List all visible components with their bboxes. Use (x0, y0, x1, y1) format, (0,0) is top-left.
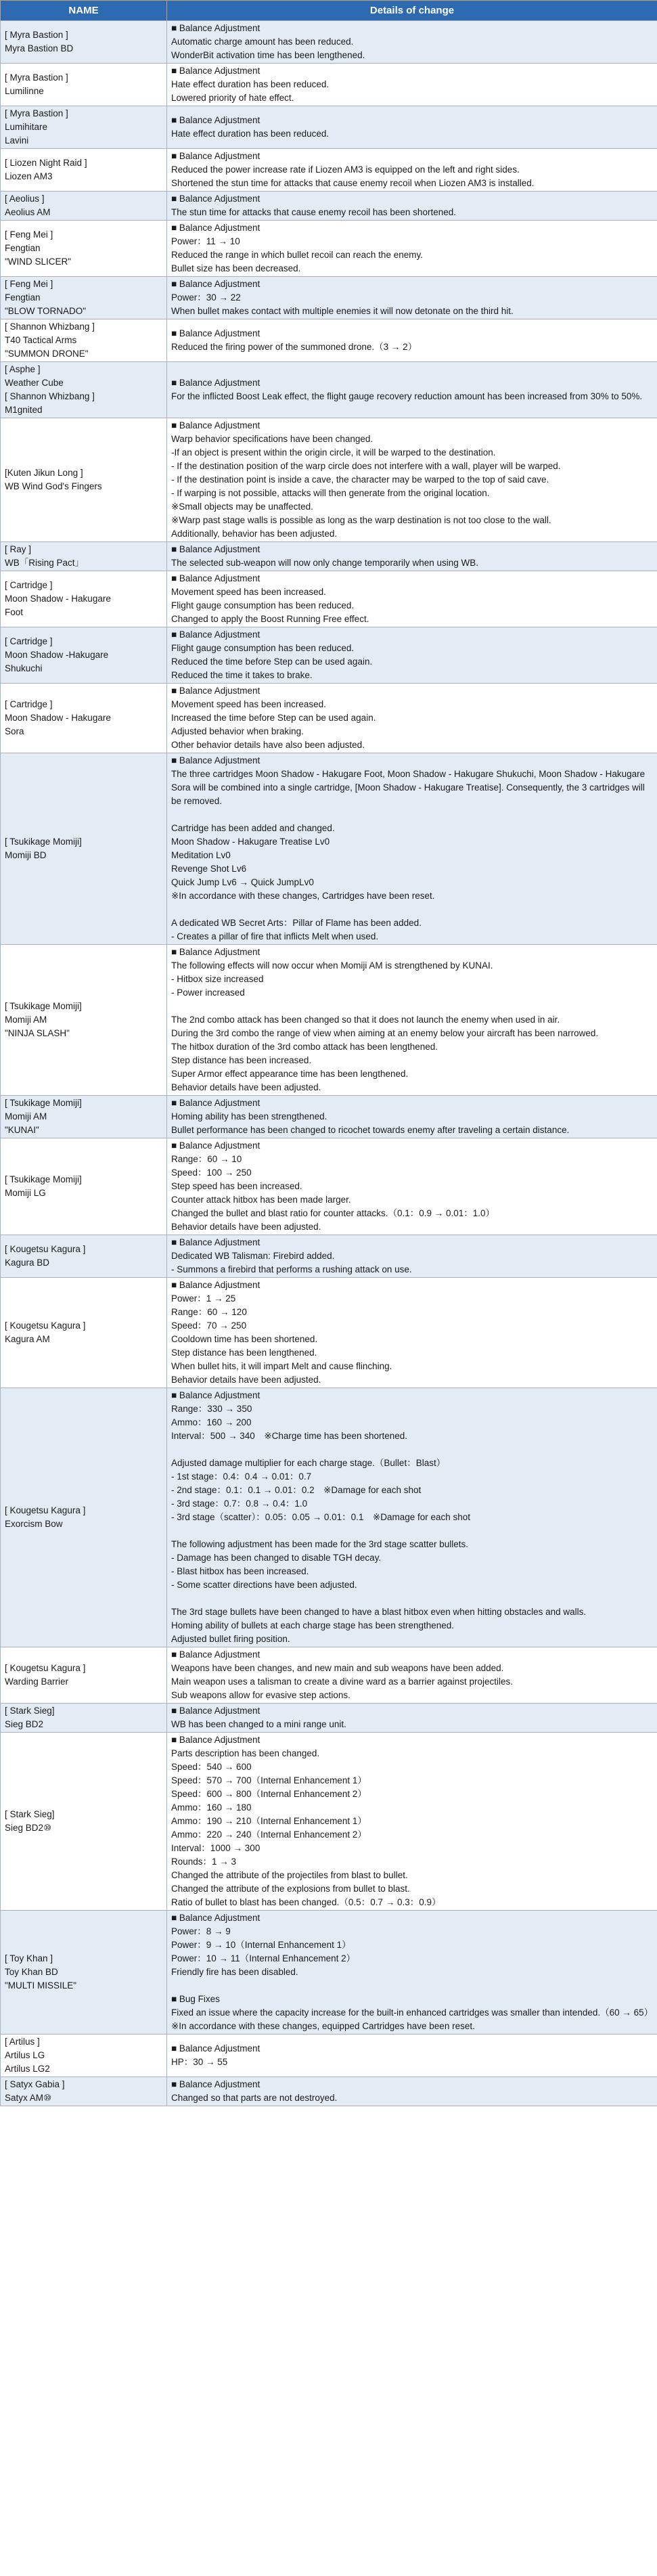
item-name-cell (1, 1096, 167, 1138)
change-detail-line: Super Armor effect appearance time has been lengthened. (171, 1069, 409, 1079)
item-name-cell (1, 418, 167, 542)
change-detail-line: ■ Balance Adjustment (171, 1390, 260, 1400)
change-detail-line: ※Small objects may be unaffected. (171, 502, 313, 512)
table-row (1, 1911, 657, 2035)
change-detail-line: Meditation Lv0 (171, 850, 231, 860)
change-details-cell (167, 418, 657, 542)
change-details-cell (167, 1911, 657, 2035)
change-detail-line: A dedicated WB Secret Arts：Pillar of Flame has been added. (171, 918, 422, 928)
change-detail-line: ■ Balance Adjustment (171, 378, 260, 388)
change-detail-line: Bullet size has been decreased. (171, 263, 301, 273)
item-name-line: [ Satyx Gabia ] (5, 2079, 65, 2089)
table-row (1, 753, 657, 945)
change-detail-line: ■ Balance Adjustment (171, 1649, 260, 1660)
item-name-line: Momiji AM (5, 1015, 47, 1025)
change-details-cell (167, 1647, 657, 1704)
change-detail-line: Reduced the firing power of the summoned drone.（3 → 2） (171, 342, 417, 352)
item-name-line: [ Tsukikage Momiji] (5, 1098, 82, 1108)
change-detail-line: Speed：570 → 700（Internal Enhancement 1） (171, 1775, 367, 1785)
item-name-line: [ Feng Mei ] (5, 229, 53, 240)
table-row (1, 945, 657, 1096)
change-detail-line: ■ Balance Adjustment (171, 755, 260, 765)
item-name-line: Satyx AM⑩ (5, 2093, 52, 2103)
table-row (1, 2077, 657, 2106)
item-name-line: Sieg BD2 (5, 1719, 44, 1729)
change-detail-line: ■ Balance Adjustment (171, 573, 260, 583)
change-detail-line: Reduced the time it takes to brake. (171, 670, 313, 680)
item-name-line: "SUMMON DRONE" (5, 349, 89, 359)
item-name-line: Toy Khan BD (5, 1967, 58, 1977)
table-row (1, 106, 657, 149)
change-detail-line: Homing ability has been strengthened. (171, 1111, 327, 1122)
item-name-cell (1, 106, 167, 149)
change-detail-line: Ammo：160 → 180 (171, 1802, 252, 1813)
item-name-line: Shukuchi (5, 663, 43, 673)
change-detail-line: ■ Balance Adjustment (171, 1280, 260, 1290)
change-details-cell (167, 571, 657, 627)
change-detail-line: Increased the time before Step can be used again. (171, 713, 376, 723)
item-name-cell (1, 1733, 167, 1911)
item-name-line: [ Toy Khan ] (5, 1953, 53, 1963)
change-details-cell (167, 64, 657, 106)
change-detail-line: Hate effect duration has been reduced. (171, 129, 330, 139)
item-name-line: "NINJA SLASH" (5, 1028, 70, 1038)
change-detail-line: Friendly fire has been disabled. (171, 1967, 298, 1977)
name-column-header: NAME (1, 1, 167, 21)
item-name-line: Fengtian (5, 292, 41, 303)
change-detail-line: - 3rd stage（scatter）：0.05：0.05 → 0.01：0.1 ※Damage for each shot (171, 1512, 471, 1522)
change-detail-line: - Power increased (171, 987, 245, 998)
item-name-line: Moon Shadow - Hakugare (5, 594, 111, 604)
table-row (1, 1096, 657, 1138)
change-detail-line: Movement speed has been increased. (171, 587, 326, 597)
item-name-cell (1, 192, 167, 221)
change-details-cell (167, 106, 657, 149)
table-row (1, 1647, 657, 1704)
change-detail-line (171, 1592, 653, 1605)
item-name-line: [Kuten Jikun Long ] (5, 468, 83, 478)
change-detail-line: Warp behavior specifications have been changed. (171, 434, 373, 444)
table-row (1, 571, 657, 627)
change-detail-line: Interval：1000 → 300 (171, 1843, 260, 1853)
item-name-line: [ Ray ] (5, 544, 32, 554)
change-detail-line: Hate effect duration has been reduced. (171, 79, 330, 89)
change-detail-line: Cooldown time has been shortened. (171, 1334, 318, 1344)
item-name-line: Foot (5, 607, 24, 617)
item-name-line: WB Wind God's Fingers (5, 481, 102, 491)
change-detail-line: ■ Balance Adjustment (171, 420, 260, 430)
change-detail-line: When bullet makes contact with multiple enemies it will now detonate on the third hit. (171, 306, 514, 316)
table-row (1, 192, 657, 221)
item-name-cell (1, 319, 167, 362)
change-detail-line: ■ Balance Adjustment (171, 1140, 260, 1151)
item-name-line: Moon Shadow - Hakugare (5, 713, 111, 723)
change-detail-line: Speed：100 → 250 (171, 1168, 252, 1178)
table-row (1, 1278, 657, 1388)
item-name-cell (1, 627, 167, 684)
change-details-cell (167, 753, 657, 945)
change-detail-line: ■ Balance Adjustment (171, 629, 260, 640)
change-detail-line: Additionally, behavior has been adjusted. (171, 529, 338, 539)
change-detail-line: ■ Balance Adjustment (171, 151, 260, 161)
item-name-line: Liozen AM3 (5, 171, 53, 181)
change-detail-line: The three cartridges Moon Shadow - Hakugare Foot, Moon Shadow - Hakugare Shukuchi, Moon Shadow - Hakugare Sora will be combined into a single cartridge, [Moon Shadow - Hakugare Treatise]. Consequently, the 3 cartridges will be removed. (171, 769, 648, 806)
item-name-line: "KUNAI" (5, 1125, 39, 1135)
change-detail-line: ■ Balance Adjustment (171, 686, 260, 696)
change-details-cell (167, 2077, 657, 2106)
change-details-cell (167, 149, 657, 192)
change-details-cell (167, 1278, 657, 1388)
change-details-cell (167, 1096, 657, 1138)
change-details-cell (167, 1388, 657, 1647)
item-name-line: [ Stark Sieg] (5, 1809, 55, 1819)
change-detail-line: ■ Bug Fixes (171, 1994, 220, 2004)
item-name-line: Weather Cube (5, 378, 64, 388)
change-detail-line: - Blast hitbox has been increased. (171, 1566, 309, 1576)
change-detail-line: - Damage has been changed to disable TGH decay. (171, 1553, 382, 1563)
item-name-cell (1, 221, 167, 277)
change-detail-line: ■ Balance Adjustment (171, 2043, 260, 2053)
change-detail-line (171, 903, 653, 916)
change-details-cell (167, 1235, 657, 1278)
item-name-cell (1, 684, 167, 753)
table-header-row (1, 1, 657, 21)
item-name-line: Lumilinne (5, 86, 44, 96)
item-name-line: Momiji BD (5, 850, 47, 860)
item-name-cell (1, 945, 167, 1096)
item-name-line: "MULTI MISSILE" (5, 1980, 77, 1991)
change-detail-line: Fixed an issue where the capacity increase for the built-in enhanced cartridges was smaller than intended.（60 → 65） (171, 2007, 654, 2018)
change-detail-line (171, 808, 653, 822)
change-details-cell (167, 684, 657, 753)
change-detail-line: Speed：70 → 250 (171, 1320, 247, 1331)
item-name-line: [ Shannon Whizbang ] (5, 321, 95, 332)
change-detail-line: Automatic charge amount has been reduced. (171, 37, 354, 47)
change-detail-line: The 2nd combo attack has been changed so that it does not launch the enemy when used in air. (171, 1015, 560, 1025)
change-detail-line: Speed：540 → 600 (171, 1762, 252, 1772)
change-detail-line: WonderBit activation time has been lengthened. (171, 50, 365, 60)
change-detail-line: Range：330 → 350 (171, 1404, 252, 1414)
table-row (1, 277, 657, 319)
change-detail-line: Flight gauge consumption has been reduced. (171, 643, 355, 653)
change-detail-line: For the inflicted Boost Leak effect, the flight gauge recovery reduction amount has been increased from 30% to 50%. (171, 391, 643, 401)
change-detail-line: Bullet performance has been changed to ricochet towards enemy after traveling a certain distance. (171, 1125, 570, 1135)
change-detail-line: Ammo：160 → 200 (171, 1417, 252, 1427)
item-name-cell (1, 362, 167, 418)
item-name-line: M1gnited (5, 405, 43, 415)
item-name-line: [ Tsukikage Momiji] (5, 837, 82, 847)
table-row (1, 627, 657, 684)
change-detail-line: Flight gauge consumption has been reduced. (171, 600, 355, 610)
change-detail-line: - If the destination position of the warp circle does not interfere with a wall, player will be warped. (171, 461, 561, 471)
change-detail-line: Cartridge has been added and changed. (171, 823, 335, 833)
item-name-cell (1, 21, 167, 64)
change-detail-line: - 1st stage：0.4：0.4 → 0.01：0.7 (171, 1471, 312, 1482)
item-name-cell (1, 149, 167, 192)
change-detail-line: Quick Jump Lv6 → Quick JumpLv0 (171, 877, 314, 887)
change-detail-line: Counter attack hitbox has been made larger. (171, 1195, 351, 1205)
change-detail-line: ※In accordance with these changes, Cartridges have been reset. (171, 891, 435, 901)
change-detail-line: The hitbox duration of the 3rd combo attack has been lengthened. (171, 1042, 438, 1052)
table-body (1, 21, 657, 2106)
change-detail-line: ■ Balance Adjustment (171, 1913, 260, 1923)
item-name-line: Momiji AM (5, 1111, 47, 1122)
item-name-line: [ Kougetsu Kagura ] (5, 1505, 86, 1515)
item-name-cell (1, 1278, 167, 1388)
change-detail-line: Shortened the stun time for attacks that cause enemy recoil when Liozen AM3 is installed. (171, 178, 535, 188)
item-name-line: [ Liozen Night Raid ] (5, 158, 87, 168)
item-name-line: [ Shannon Whizbang ] (5, 391, 95, 401)
item-name-line: [ Asphe ] (5, 364, 41, 374)
item-name-line: Artilus LG2 (5, 2064, 50, 2074)
change-detail-line: Behavior details have been adjusted. (171, 1082, 321, 1092)
item-name-line: Myra Bastion BD (5, 43, 74, 53)
item-name-cell (1, 1911, 167, 2035)
change-detail-line: Rounds：1 → 3 (171, 1857, 237, 1867)
change-detail-line: Changed the attribute of the projectiles from blast to bullet. (171, 1870, 408, 1880)
table-row (1, 149, 657, 192)
item-name-cell (1, 1138, 167, 1235)
item-name-line: "BLOW TORNADO" (5, 306, 87, 316)
change-details-cell (167, 1704, 657, 1733)
item-name-line: [ Tsukikage Momiji] (5, 1001, 82, 1011)
table-row (1, 362, 657, 418)
change-detail-line: ■ Balance Adjustment (171, 279, 260, 289)
change-detail-line: - Summons a firebird that performs a rushing attack on use. (171, 1264, 412, 1274)
change-detail-line: Lowered priority of hate effect. (171, 93, 294, 103)
change-detail-line: ■ Balance Adjustment (171, 544, 260, 554)
item-name-line: Sieg BD2⑩ (5, 1823, 52, 1833)
change-detail-line: Power：8 → 9 (171, 1926, 231, 1936)
change-detail-line: ■ Balance Adjustment (171, 23, 260, 33)
change-detail-line: ■ Balance Adjustment (171, 115, 260, 125)
change-detail-line: The 3rd stage bullets have been changed to have a blast hitbox even when hitting obstacles and walls. (171, 1607, 587, 1617)
change-detail-line: Behavior details have been adjusted. (171, 1222, 321, 1232)
change-detail-line: Changed the bullet and blast ratio for counter attacks.（0.1：0.9 → 0.01：1.0） (171, 1208, 495, 1218)
item-name-line: Lumihitare (5, 122, 48, 132)
change-detail-line: Reduced the power increase rate if Liozen AM3 is equipped on the left and right sides. (171, 164, 520, 175)
change-details-cell (167, 2035, 657, 2077)
table-row (1, 1138, 657, 1235)
change-detail-line: ■ Balance Adjustment (171, 328, 260, 338)
change-detail-line: ■ Balance Adjustment (171, 223, 260, 233)
change-detail-line: Power：30 → 22 (171, 292, 241, 303)
item-name-line: [ Myra Bastion ] (5, 72, 68, 83)
item-name-line: [ Stark Sieg] (5, 1706, 55, 1716)
change-detail-line: -If an object is present within the origin circle, it will be warped to the destination. (171, 447, 496, 458)
change-detail-line: ■ Balance Adjustment (171, 66, 260, 76)
item-name-line: [ Kougetsu Kagura ] (5, 1244, 86, 1254)
item-name-cell (1, 753, 167, 945)
change-detail-line: Dedicated WB Talisman: Firebird added. (171, 1251, 335, 1261)
change-detail-line: Ammo：220 → 240（Internal Enhancement 2） (171, 1829, 367, 1840)
change-detail-line: Reduced the time before Step can be used again. (171, 657, 373, 667)
change-detail-line: Ammo：190 → 210（Internal Enhancement 1） (171, 1816, 367, 1826)
table-row (1, 1733, 657, 1911)
item-name-line: "WIND SLICER" (5, 257, 72, 267)
change-detail-line: Parts description has been changed. (171, 1748, 320, 1758)
change-detail-line: Changed so that parts are not destroyed. (171, 2093, 338, 2103)
item-name-line: Fengtian (5, 243, 41, 253)
change-detail-line: ※Warp past stage walls is possible as long as the warp destination is not too close to the wall. (171, 515, 551, 525)
change-detail-line (171, 1524, 653, 1538)
table-row (1, 221, 657, 277)
change-detail-line: Changed to apply the Boost Running Free effect. (171, 614, 369, 624)
table-row (1, 319, 657, 362)
change-detail-line: WB has been changed to a mini range unit. (171, 1719, 346, 1729)
item-name-line: [ Myra Bastion ] (5, 30, 68, 40)
change-detail-line: Power：11 → 10 (171, 236, 240, 246)
table-row (1, 418, 657, 542)
change-detail-line: ※In accordance with these changes, equipped Cartridges have been reset. (171, 2021, 475, 2031)
change-detail-line: Weapons have been changes, and new main and sub weapons have been added. (171, 1663, 504, 1673)
change-detail-line: ■ Balance Adjustment (171, 1098, 260, 1108)
item-name-cell (1, 571, 167, 627)
change-detail-line: Range：60 → 10 (171, 1154, 242, 1164)
change-detail-line: - If warping is not possible, attacks will then generate from the original location. (171, 488, 490, 498)
change-details-cell (167, 542, 657, 571)
change-detail-line: Step distance has been lengthened. (171, 1348, 317, 1358)
item-name-cell (1, 542, 167, 571)
change-detail-line (171, 1000, 653, 1013)
change-detail-line: Homing ability of bullets at each charge stage has been strengthened. (171, 1620, 455, 1630)
change-detail-line: Sub weapons allow for evasive step actions. (171, 1690, 350, 1700)
change-detail-line: Step distance has been increased. (171, 1055, 312, 1065)
item-name-line: WB「Rising Pact」 (5, 558, 85, 568)
change-detail-line: The following effects will now occur when Momiji AM is strengthened by KUNAI. (171, 960, 493, 971)
change-detail-line: During the 3rd combo the range of view when aiming at an enemy below your aircraft has been narrowed. (171, 1028, 599, 1038)
change-details-cell (167, 221, 657, 277)
table-row (1, 684, 657, 753)
change-detail-line: When bullet hits, it will impart Melt and cause flinching. (171, 1361, 392, 1371)
item-name-line: [ Feng Mei ] (5, 279, 53, 289)
table-row (1, 64, 657, 106)
item-name-line: [ Cartridge ] (5, 699, 53, 709)
item-name-line: Momiji LG (5, 1188, 46, 1198)
item-name-line: [ Tsukikage Momiji] (5, 1174, 82, 1184)
change-detail-line: HP：30 → 55 (171, 2057, 228, 2067)
change-detail-line: - 2nd stage：0.1：0.1 → 0.01：0.2 ※Damage for each shot (171, 1485, 422, 1495)
change-detail-line: Power：1 → 25 (171, 1293, 236, 1304)
change-detail-line: - If the destination point is inside a cave, the character may be warped to the top of said cave. (171, 474, 549, 485)
change-detail-line: ■ Balance Adjustment (171, 1735, 260, 1745)
change-detail-line: Other behavior details have also been adjusted. (171, 740, 365, 750)
item-name-line: [ Aeolius ] (5, 194, 45, 204)
table-row (1, 542, 657, 571)
item-name-line: Lavini (5, 135, 29, 146)
item-name-line: Moon Shadow -Hakugare (5, 650, 109, 660)
change-detail-line: Step speed has been increased. (171, 1181, 302, 1191)
change-detail-line: ■ Balance Adjustment (171, 2079, 260, 2089)
change-detail-line (171, 1979, 653, 1993)
table-row (1, 1704, 657, 1733)
item-name-line: Aeolius AM (5, 207, 51, 217)
change-detail-line: ■ Balance Adjustment (171, 1237, 260, 1247)
item-name-line: Warding Barrier (5, 1676, 69, 1687)
change-details-cell (167, 277, 657, 319)
item-name-line: [ Myra Bastion ] (5, 108, 68, 118)
item-name-cell (1, 1704, 167, 1733)
item-name-cell (1, 2077, 167, 2106)
change-detail-line: The stun time for attacks that cause enemy recoil has been shortened. (171, 207, 456, 217)
change-detail-line: Power：9 → 10（Internal Enhancement 1） (171, 1940, 351, 1950)
item-name-line: [ Kougetsu Kagura ] (5, 1663, 86, 1673)
change-details-cell (167, 362, 657, 418)
change-detail-line: Changed the attribute of the explosions from bullet to blast. (171, 1884, 410, 1894)
table-row (1, 1388, 657, 1647)
change-detail-line: - Hitbox size increased (171, 974, 264, 984)
change-details-cell (167, 1733, 657, 1911)
change-detail-line: Revenge Shot Lv6 (171, 864, 247, 874)
item-name-line: Sora (5, 726, 24, 736)
item-name-line: [ Artilus ] (5, 2037, 40, 2047)
item-name-cell (1, 2035, 167, 2077)
change-details-cell (167, 945, 657, 1096)
change-detail-line: - Creates a pillar of fire that inflicts Melt when used. (171, 931, 379, 941)
change-detail-line: Behavior details have been adjusted. (171, 1375, 321, 1385)
change-detail-line: Adjusted bullet firing position. (171, 1634, 290, 1644)
change-detail-line: - Some scatter directions have been adjusted. (171, 1580, 357, 1590)
change-detail-line: ■ Balance Adjustment (171, 1706, 260, 1716)
item-name-line: Artilus LG (5, 2050, 45, 2060)
table-row (1, 1235, 657, 1278)
change-detail-line: Moon Shadow - Hakugare Treatise Lv0 (171, 837, 330, 847)
change-detail-line: Speed：600 → 800（Internal Enhancement 2） (171, 1789, 367, 1799)
change-details-cell (167, 21, 657, 64)
details-column-header: Details of change (167, 1, 657, 21)
change-detail-line: Movement speed has been increased. (171, 699, 326, 709)
item-name-line: [ Kougetsu Kagura ] (5, 1320, 86, 1331)
change-detail-line: - 3rd stage：0.7：0.8 → 0.4：1.0 (171, 1498, 308, 1509)
item-name-line: Kagura BD (5, 1258, 50, 1268)
change-detail-line: The following adjustment has been made for the 3rd stage scatter bullets. (171, 1539, 469, 1549)
item-name-cell (1, 1388, 167, 1647)
table-row (1, 21, 657, 64)
change-detail-line: Ratio of bullet to blast has been changed.（0.5：0.7 → 0.3：0.9） (171, 1897, 441, 1907)
item-name-cell (1, 1235, 167, 1278)
item-name-line: Kagura AM (5, 1334, 50, 1344)
change-details-cell (167, 1138, 657, 1235)
change-details-cell (167, 192, 657, 221)
item-name-cell (1, 277, 167, 319)
item-name-line: T40 Tactical Arms (5, 335, 77, 345)
item-name-line: Exorcism Bow (5, 1519, 63, 1529)
change-detail-line: Main weapon uses a talisman to create a divine ward as a barrier against projectiles. (171, 1676, 514, 1687)
change-detail-line: The selected sub-weapon will now only change temporarily when using WB. (171, 558, 478, 568)
table-row (1, 2035, 657, 2077)
change-details-cell (167, 319, 657, 362)
change-detail-line: Range：60 → 120 (171, 1307, 247, 1317)
item-name-line: [ Cartridge ] (5, 580, 53, 590)
change-detail-line: Interval：500 → 340 ※Charge time has been shortened. (171, 1431, 408, 1441)
item-name-line: [ Cartridge ] (5, 636, 53, 646)
item-name-cell (1, 64, 167, 106)
change-details-cell (167, 627, 657, 684)
change-detail-line: Adjusted damage multiplier for each charge stage.（Bullet：Blast） (171, 1458, 446, 1468)
item-name-cell (1, 1647, 167, 1704)
change-detail-line: ■ Balance Adjustment (171, 947, 260, 957)
change-detail-line: Adjusted behavior when braking. (171, 726, 304, 736)
change-detail-line: Power：10 → 11（Internal Enhancement 2） (171, 1953, 356, 1963)
change-detail-line (171, 1443, 653, 1457)
change-detail-line: ■ Balance Adjustment (171, 194, 260, 204)
change-detail-line: Reduced the range in which bullet recoil can reach the enemy. (171, 250, 423, 260)
